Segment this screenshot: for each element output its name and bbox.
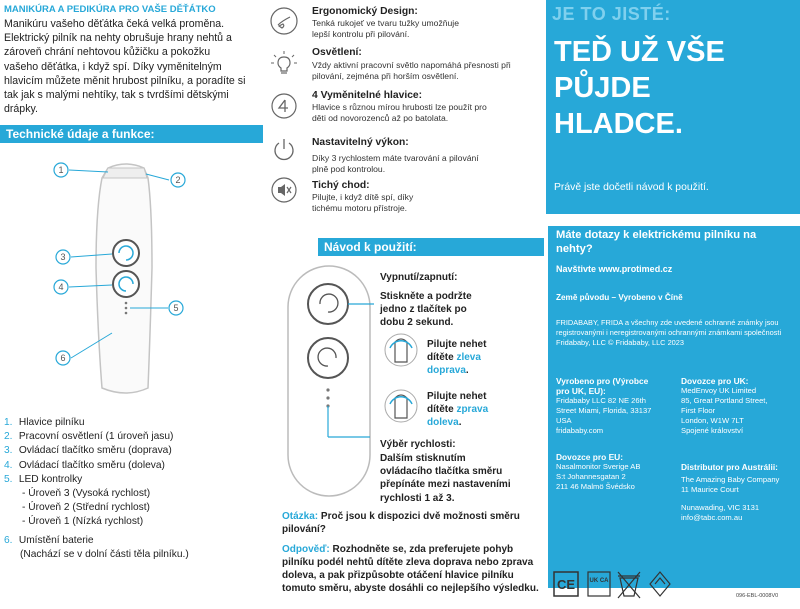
document-code: 096-EBL-0008V0 xyxy=(736,593,779,599)
promo-headline: TEĎ UŽ VŠE PŮJDE HLADCE. xyxy=(554,36,725,140)
callout-label-5: 5 xyxy=(173,303,179,313)
callout-label-1: 1 xyxy=(58,165,64,175)
device-diagram xyxy=(0,148,263,406)
callout-label-2: 2 xyxy=(175,175,181,185)
list-item: 2. Pracovní osvětlení (1 úroveň jasu) xyxy=(4,431,174,443)
intro-line: vašeho děťátka, i když spí. Díky vyměnitelným xyxy=(4,60,222,73)
lightbulb-icon xyxy=(270,50,298,78)
callout-label-4: 4 xyxy=(58,282,64,292)
power-step-text: Stiskněte a podržte jedno z tlačítek po dobu 2 sekund. xyxy=(380,291,472,329)
ukca-mark-text: UK CA xyxy=(589,578,609,584)
list-item: 5. LED kontrolky xyxy=(4,473,83,485)
led-level: - Úroveň 1 (Nízká rychlost) xyxy=(22,516,144,528)
speed-step-text: Dalším stisknutím ovládacího tlačítka směru přepínáte mezi nastaveními rychlosti 1 až 3. xyxy=(380,453,511,504)
certification-logos xyxy=(548,566,800,609)
feature-title: Nastavitelný výkon: xyxy=(312,137,409,148)
intro-line: zároveň chrání nehtovou kůžičku a pokožku xyxy=(4,46,211,59)
speaker-mute-icon xyxy=(270,176,298,204)
led-level: - Úroveň 2 (Střední rychlost) xyxy=(22,502,150,514)
faq-question: Otázka: Proč jsou k dispozici dvě možnosti směru pilování? xyxy=(282,511,520,536)
distributor-au-address: Distributor pro Austrálii: The Amazing Baby Company 11 Maurice Court Nunawading, VIC 3131 info@tabc.com.au xyxy=(681,462,780,522)
number-four-icon xyxy=(270,92,298,120)
right-left-step: Pilujte nehet dítěte zprava doleva. xyxy=(427,391,489,429)
hand-pen-icon xyxy=(270,7,298,35)
intro-title: MANIKÚRA A PEDIKÚRA PRO VAŠE DĚŤÁTKO xyxy=(4,4,216,15)
list-item: 1. Hlavice pilníku xyxy=(4,417,85,428)
list-item: 4. Ovládací tlačítko směru (doleva) xyxy=(4,459,165,471)
parts-list xyxy=(4,416,262,562)
device-buttons-illustration xyxy=(270,262,380,502)
intro-line: tak jak s malými nehtíky, tak s tvrdšími dětskými xyxy=(4,89,229,102)
country-of-origin: Země původu – Vyrobeno v Číně xyxy=(556,293,683,302)
list-item: 3. Ovládací tlačítko směru (doprava) xyxy=(4,445,172,457)
intro-line: hlavicím můžete měnit hrubost pilníku, a poradíte si xyxy=(4,74,246,87)
intro-line: drápky. xyxy=(4,103,38,116)
faq xyxy=(282,510,544,596)
trademark-notice: FRIDABABY, FRIDA a všechny zde uvedené ochranné známky jsou registrovanými i neregistrovanými ochrannými známkami společnosti Fridababy, LLC © Fridababy, LLC 2023 xyxy=(556,318,782,347)
feature-text: Tenká rukojeť ve tvaru tužky umožňuje lepší kontrolu při pilování. xyxy=(312,18,459,39)
feature-text: Hlavice s různou mírou hrubosti lze použít pro děti od novorozenců až po batolata. xyxy=(312,102,487,123)
importer-eu-address: Dovozce pro EU: Nasalmonitor Sverige AB S:t Johannesgatan 2 211 46 Malmö Švédsko xyxy=(556,452,641,491)
feature-title: Osvětlení: xyxy=(312,47,362,58)
feature-title: 4 Vyměnitelné hlavice: xyxy=(312,90,423,101)
battery-note: (Nachází se v dolní části těla pilníku.) xyxy=(20,548,189,560)
tech-specs-header: Technické údaje a funkce: xyxy=(0,125,263,143)
info-title: Máte dotazy k elektrickému pilníku na nehty? xyxy=(556,229,757,255)
manufacturer-address: Vyrobeno pro (Výrobce pro UK, EU): Fridababy LLC 82 NE 26th Street Miami, Florida, 33137 USA fridababy.com xyxy=(556,376,652,435)
intro-line: Manikúru vašeho děťátka čeká velká proměna. xyxy=(4,18,225,30)
led-level: - Úroveň 3 (Vysoká rychlost) xyxy=(22,488,151,500)
usage-header: Návod k použití: xyxy=(318,238,544,256)
feature-text: Pilujte, i když dítě spí, díky tichému motoru přístroje. xyxy=(312,192,414,213)
weee-bin-icon xyxy=(618,572,640,598)
feature-title: Ergonomický Design: xyxy=(312,6,418,17)
intro-line: Elektrický pilník na nehty obrušuje hrany nehtů a xyxy=(4,32,232,45)
left-right-step: Pilujte nehet dítěte zleva doprava. xyxy=(427,339,487,377)
power-icon xyxy=(270,135,298,163)
power-step-title: Vypnutí/zapnutí: xyxy=(380,272,458,283)
ce-mark-text: CE xyxy=(556,577,576,592)
promo-kicker: JE TO JISTÉ: xyxy=(552,4,671,24)
speed-step-title: Výběr rychlosti: xyxy=(380,439,456,450)
list-item: 6. Umístění baterie xyxy=(4,534,94,546)
feature-title: Tichý chod: xyxy=(312,180,370,191)
faq-answer: Odpověď: Rozhodněte se, zda preferujete pohyb pilníku podél nehtů dítěte zleva doprava nebo zprava doleva, a pak přizpůsobte otáčení hlavice pilníku tomuto směru, abyste dosáhli co nejlepšího výsledku. xyxy=(282,543,539,595)
rcm-mark-icon xyxy=(650,572,670,596)
info-website: Navštivte www.protimed.cz xyxy=(556,264,673,274)
promo-subtitle: Právě jste dočetli návod k použití. xyxy=(554,182,709,193)
feature-text: Vždy aktivní pracovní světlo napomáhá přesnosti při pilování, zejména při horším osvětlení. xyxy=(312,60,511,81)
ukca-mark-icon xyxy=(588,572,610,596)
intro-text xyxy=(4,17,262,116)
callout-label-6: 6 xyxy=(60,353,66,363)
callout-label-3: 3 xyxy=(60,252,66,262)
finger-illustration xyxy=(378,330,424,430)
feature-text: Díky 3 rychlostem máte tvarování a pilování plně pod kontrolou. xyxy=(312,153,479,174)
importer-uk-address: Dovozce pro UK: MedEnvoy UK Limited 85, Great Portland Street, First Floor London, W1W 7LT Spojené království xyxy=(681,376,768,435)
